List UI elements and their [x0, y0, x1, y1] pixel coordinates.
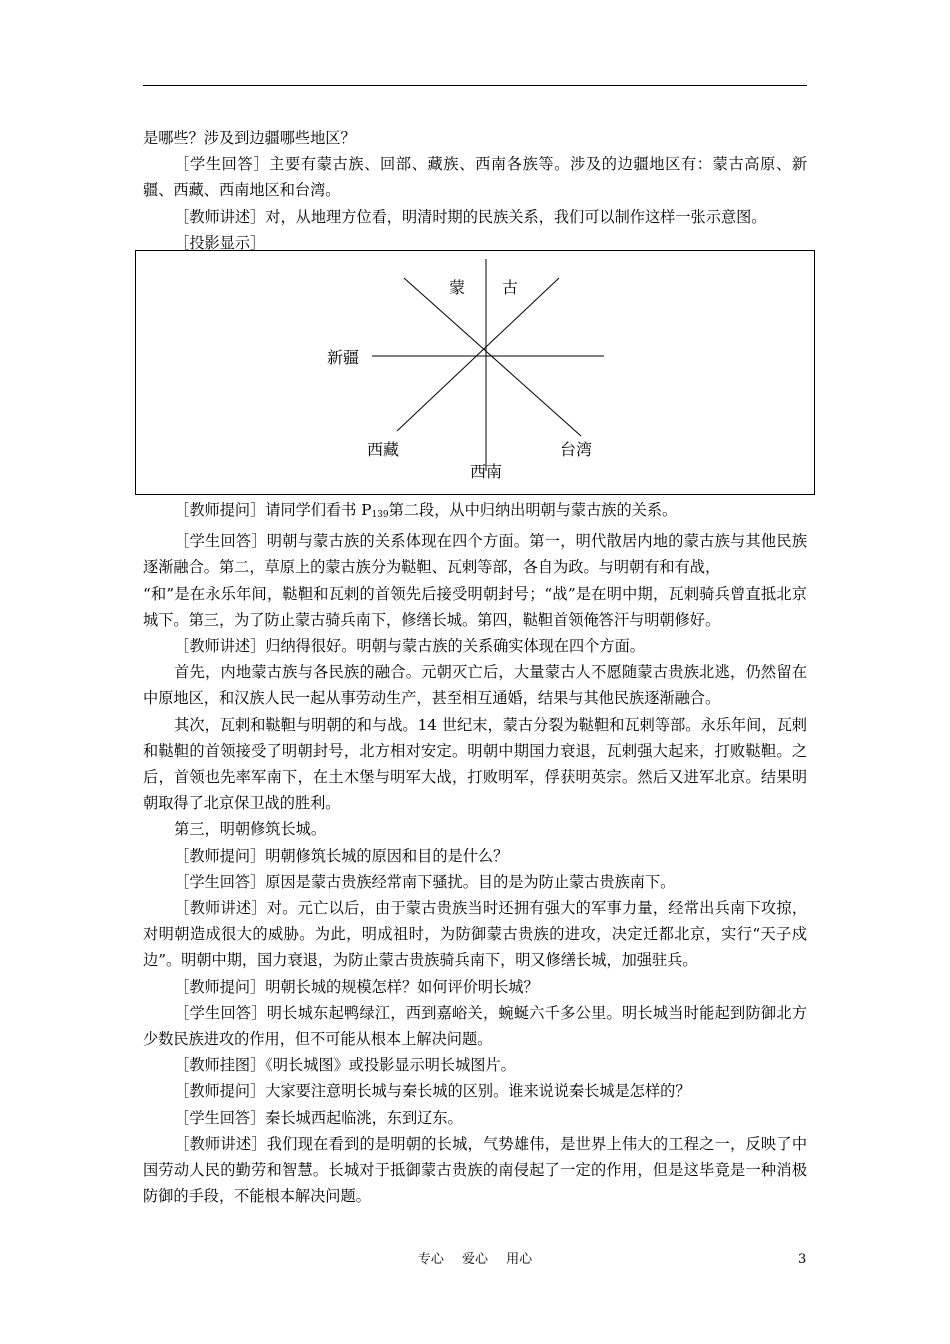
student-answer-ethnic-groups: ［学生回答］主要有蒙古族、回部、藏族、西南各族等。涉及的边疆地区有：蒙古高原、新疆、西藏、西南地区和台湾。	[143, 155, 807, 200]
label-mongolia-second: 古	[502, 278, 519, 297]
diagonal-ne-sw	[397, 278, 559, 431]
label-xinjiang: 新疆	[327, 348, 360, 367]
ethnic-relations-diagram	[135, 250, 815, 495]
main-text	[143, 497, 807, 1209]
header-rule	[143, 85, 807, 86]
teacher-explanation-wall: ［教师讲述］对。元亡以后，由于蒙古贵族当时还拥有强大的军事力量，经常出兵南下攻掠，对明朝造成很大的威胁。为此，明成祖时，为防御蒙古贵族的进攻，决定迁都北京，实行“天子戍边”。明朝中期，国力衰退，为防止蒙古贵族骑兵南下，明又修缮长城，加强驻兵。	[143, 899, 807, 970]
label-southwest: 西南	[470, 462, 503, 481]
point-one-fusion: 首先，内地蒙古族与各民族的融合。元朝灭亡后，大量蒙古人不愿随蒙古贵族北逃，仍然留在中原地区，和汉族人民一起从事劳动生产，甚至相互通婚，结果与其他民族逐渐融合。	[143, 663, 807, 708]
point-two-peace-and-war: 其次，瓦剌和鞑靼与明朝的和与战。14 世纪末，蒙古分裂为鞑靼和瓦剌等部。永乐年间，瓦剌和鞑靼的首领接受了明朝封号，北方相对安定。明朝中期国力衰退，瓦剌强大起来，打败鞑靼。之后，首领也先率军南下，在土木堡与明军大战，打败明军，俘获明英宗。然后又进军北京。结果明朝取得了北京保卫战的胜利。	[143, 715, 807, 813]
teacher-explanation-conclusion: ［教师讲述］我们现在看到的是明朝的长城，气势雄伟，是世界上伟大的工程之一，反映了中国劳动人民的勤劳和智慧。长城对于抵御蒙古贵族的南侵起了一定的作用，但是这毕竟是一种消极防御的手段，不能根本解决问题。	[143, 1134, 807, 1206]
paragraph-continuation: 是哪些？涉及到边疆哪些地区？	[143, 129, 356, 147]
teacher-question-textbook	[143, 497, 807, 528]
label-taiwan: 台湾	[560, 440, 593, 459]
teacher-explanation-diagram: ［教师讲述］对，从地理方位看，明清时期的民族关系，我们可以制作这样一张示意图。	[174, 207, 767, 226]
question-text-start: ［教师提问］请同学们看书 P	[174, 501, 372, 519]
point-three-great-wall: 第三，明朝修筑长城。	[174, 820, 327, 839]
student-answer-wall-scale: ［学生回答］明长城东起鸭绿江，西到嘉峪关，蜿蜒六千多公里。明长城当时能起到防御北方少数民族进攻的作用，但不可能从根本上解决问题。	[143, 1003, 807, 1049]
teacher-summary: ［教师讲述］归纳得很好。明朝与蒙古族的关系确实体现在四个方面。	[174, 637, 645, 656]
student-answer-qin-wall: ［学生回答］秦长城西起临洮，东到辽东。	[174, 1108, 463, 1127]
teacher-question-wall-purpose: ［教师提问］明朝修筑长城的原因和目的是什么？	[174, 846, 509, 865]
teacher-question-qin-wall: ［教师提问］大家要注意明长城与秦长城的区别。谁来说说秦长城是怎样的？	[174, 1082, 691, 1101]
projection-display-label: ［投影显示］	[174, 233, 266, 252]
page-subscript: 139	[371, 510, 389, 520]
teacher-wall-map: ［教师挂图］《明长城图》或投影显示明长城图片。	[174, 1056, 516, 1075]
page-number: 3	[798, 1252, 807, 1267]
footer-slogan: 专心 爱心 用心	[417, 1252, 533, 1267]
diagonal-nw-se	[404, 278, 581, 436]
label-mongolia-first: 蒙	[449, 278, 466, 297]
teacher-question-wall-scale: ［教师提问］明朝长城的规模怎样？如何评价明长城？	[174, 977, 539, 996]
student-answer-continued: “和”是在永乐年间，鞑靼和瓦剌的首领先后接受明朝封号；“战”是在明中期，瓦剌骑兵曾直抵北京城下。第三，为了防止蒙古骑兵南下，修缮长城。第四，鞑靼首领俺答汗与明朝修好。	[143, 584, 807, 629]
intro-text	[143, 125, 807, 256]
direction-lines	[136, 251, 816, 496]
question-text-end: 第二段，从中归纳出明朝与蒙古族的关系。	[388, 501, 678, 519]
label-tibet: 西藏	[367, 440, 400, 459]
student-answer-four-aspects: ［学生回答］明朝与蒙古族的关系体现在四个方面。第一，明代散居内地的蒙古族与其他民族逐渐融合。第二，草原上的蒙古族分为鞑靼、瓦剌等部，各自为政。与明朝有和有战，	[143, 532, 807, 577]
student-answer-wall-purpose: ［学生回答］原因是蒙古贵族经常南下骚扰。目的是为防止蒙古贵族南下。	[174, 872, 676, 891]
